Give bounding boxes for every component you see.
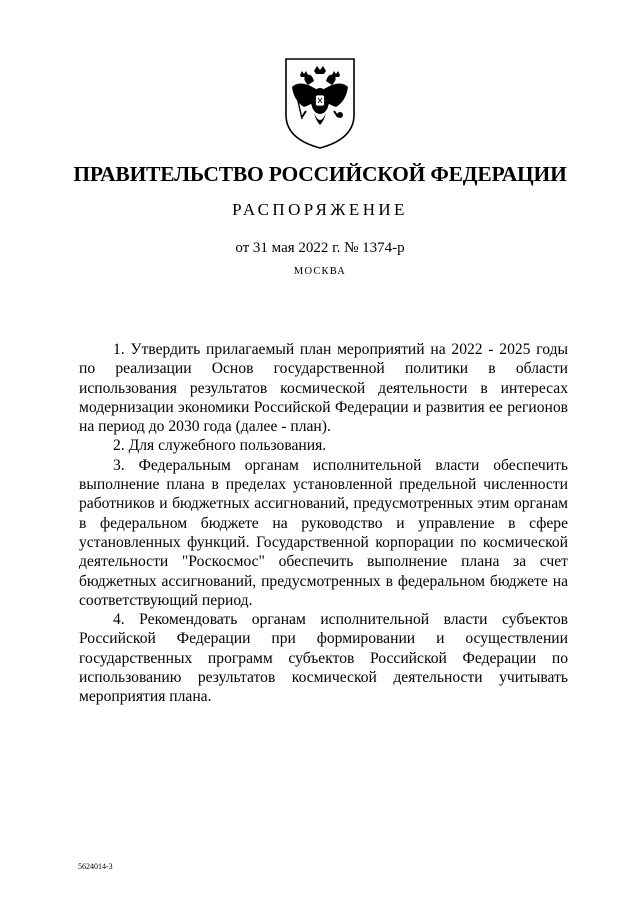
paragraph-4: 4. Рекомендовать органам исполнительной власти субъектов Российской Федерации при формировании и осуществлении государственных программ субъектов Российской Федерации по использованию результатов космической деятельности учитывать мероприятия плана. — [79, 611, 568, 706]
paragraph-2: 2. Для служебного пользования. — [113, 437, 327, 455]
document-date-number: от 31 мая 2022 г. № 1374-р — [235, 240, 405, 256]
paragraph-3: 3. Федеральным органам исполнительной власти обеспечить выполнение плана в пределах установленной предельной численности работников и бюджетных ассигнований, предусмотренных этим органам в федеральном бюджете на руководство и управление в сфере установленных функций. Государственной корпорации по космической деятельности "Роскосмос" обеспечить выполнение плана за счет бюджетных ассигнований, предусмотренных в федеральном бюджете на соответствующий период. — [79, 456, 568, 609]
government-title: ПРАВИТЕЛЬСТВО РОССИЙСКОЙ ФЕДЕРАЦИИ — [73, 162, 567, 186]
document-body — [79, 340, 568, 707]
paragraph-1: 1. Утвердить прилагаемый план мероприятий на 2022 - 2025 годы по реализации Основ государственной политики в области использования результатов космической деятельности в интересах модернизации экономики Российской Федерации и развития ее регионов на период до 2030 года (далее - план). — [79, 341, 568, 436]
document-city: МОСКВА — [293, 266, 347, 277]
coat-of-arms-icon — [280, 55, 360, 151]
document-type: РАСПОРЯЖЕНИЕ — [232, 200, 408, 219]
document-code: 5624014-3 — [78, 862, 113, 871]
